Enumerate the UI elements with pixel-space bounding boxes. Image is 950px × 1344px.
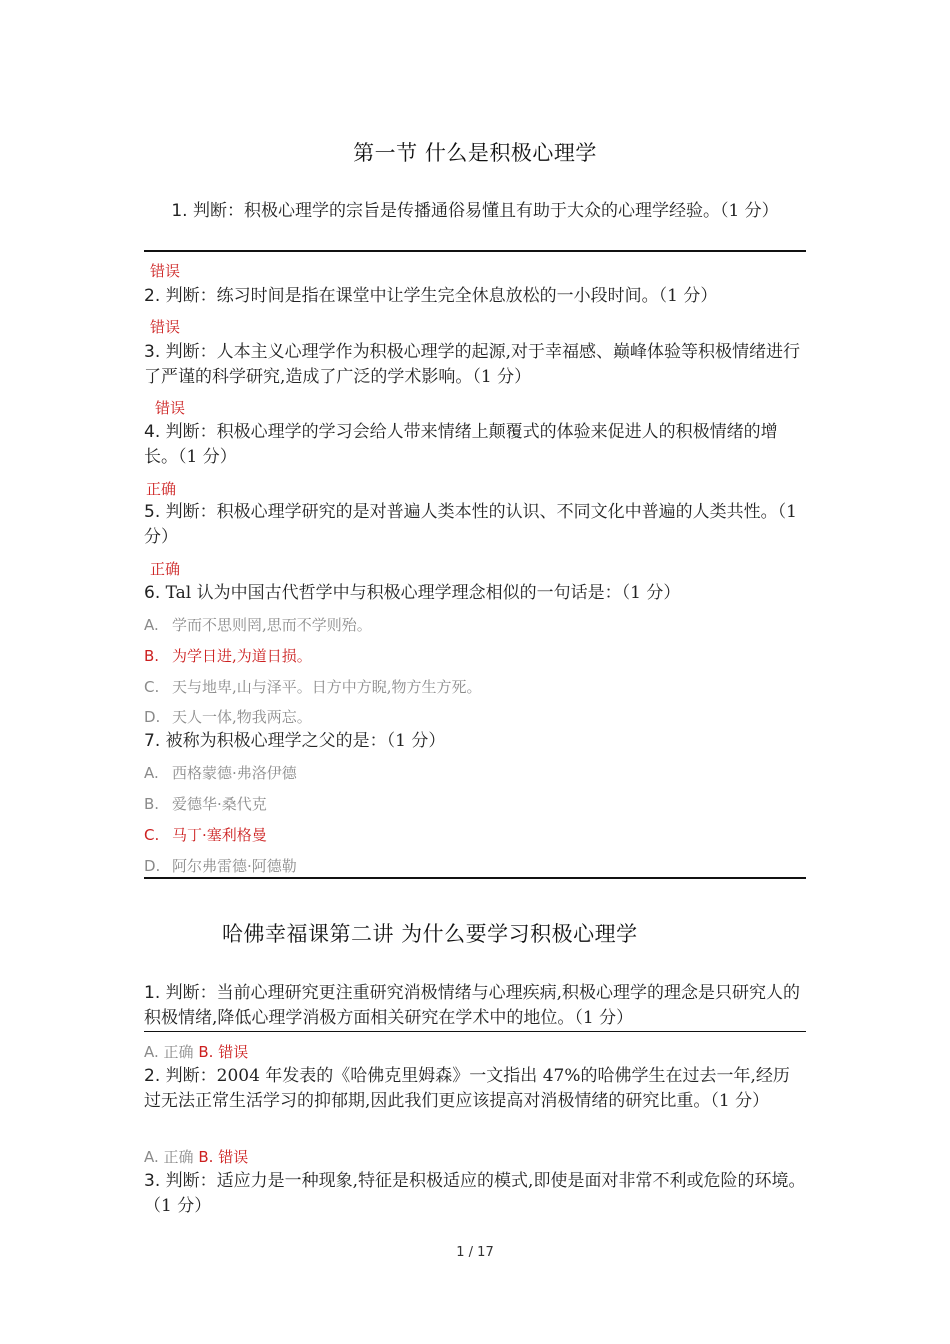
question-number: 6. — [144, 583, 161, 603]
question-4 — [144, 420, 806, 470]
option-d: D. 阿尔弗雷德·阿德勒 — [144, 857, 297, 875]
option-b-correct: B. 为学日进,为道日损。 — [144, 647, 312, 665]
s2-question-2 — [144, 1064, 806, 1114]
s2-question-1 — [144, 981, 806, 1031]
question-text: 判断：适应力是一种现象,特征是积极适应的模式,即使是面对非常不利或危险的环境。（1 分） — [144, 1171, 806, 1216]
option-d: D. 天人一体,物我两忘。 — [144, 708, 312, 726]
option-a: A. 学而不思则罔,思而不学则殆。 — [144, 616, 372, 634]
option-c-correct: C. 马丁·塞利格曼 — [144, 826, 267, 844]
divider — [144, 1031, 806, 1032]
question-number: 2. — [144, 286, 161, 306]
question-number: 1. — [171, 201, 188, 221]
question-2 — [144, 284, 806, 309]
answer-label: 正确 — [150, 560, 181, 578]
answer-label: 错误 — [155, 399, 186, 417]
divider — [144, 877, 806, 879]
question-number: 3. — [144, 342, 161, 362]
question-text: 判断：积极心理学的宗旨是传播通俗易懂且有助于大众的心理学经验。（1 分） — [187, 201, 779, 221]
divider — [144, 250, 806, 252]
question-number: 5. — [144, 502, 161, 522]
option-a: A. 西格蒙德·弗洛伊德 — [144, 764, 297, 782]
s2-question-3 — [144, 1169, 806, 1219]
question-6 — [144, 581, 806, 606]
page-number: 1 / 17 — [456, 1245, 494, 1260]
question-1 — [144, 199, 806, 224]
section-2-title: 哈佛幸福课第二讲 为什么要学习积极心理学 — [222, 922, 638, 946]
question-number: 1. — [144, 983, 161, 1003]
option-b: B. 爱德华·桑代克 — [144, 795, 267, 813]
question-number: 7. — [144, 731, 161, 751]
question-number: 4. — [144, 422, 161, 442]
answer-label: 错误 — [150, 318, 181, 336]
options-row: A. 正确 B. 错误 — [144, 1148, 249, 1166]
question-7 — [144, 729, 806, 754]
question-number: 2. — [144, 1066, 161, 1086]
question-text: 判断：积极心理学的学习会给人带来情绪上颠覆式的体验来促进人的积极情绪的增长。（1 分） — [144, 422, 778, 467]
option-c: C. 天与地卑,山与泽平。日方中方睨,物方生方死。 — [144, 678, 482, 696]
question-3 — [144, 340, 806, 390]
question-text: 判断：当前心理研究更注重研究消极情绪与心理疾病,积极心理学的理念是只研究人的积极情绪,降低心理学消极方面相关研究在学术中的地位。（1 分） — [144, 983, 801, 1028]
answer-label: 正确 — [146, 480, 177, 498]
question-text: 判断：人本主义心理学作为积极心理学的起源,对于幸福感、巅峰体验等积极情绪进行了严谨的科学研究,造成了广泛的学术影响。（1 分） — [144, 342, 801, 387]
answer-label: 错误 — [150, 262, 181, 280]
question-5 — [144, 500, 806, 550]
options-row: A. 正确 B. 错误 — [144, 1043, 249, 1061]
section-1-title: 第一节 什么是积极心理学 — [353, 141, 597, 165]
question-number: 3. — [144, 1171, 161, 1191]
question-text: 判断：2004 年发表的《哈佛克里姆森》一文指出 47%的哈佛学生在过去一年,经历过无法正常生活学习的抑郁期,因此我们更应该提高对消极情绪的研究比重。（1 分） — [144, 1066, 790, 1111]
question-text: 判断：积极心理学研究的是对普遍人类本性的认识、不同文化中普遍的人类共性。（1 分） — [144, 502, 797, 547]
question-text: Tal 认为中国古代哲学中与积极心理学理念相似的一句话是：（1 分） — [160, 583, 681, 603]
question-text: 判断：练习时间是指在课堂中让学生完全休息放松的一小段时间。（1 分） — [160, 286, 718, 306]
question-text: 被称为积极心理学之父的是：（1 分） — [160, 731, 446, 751]
